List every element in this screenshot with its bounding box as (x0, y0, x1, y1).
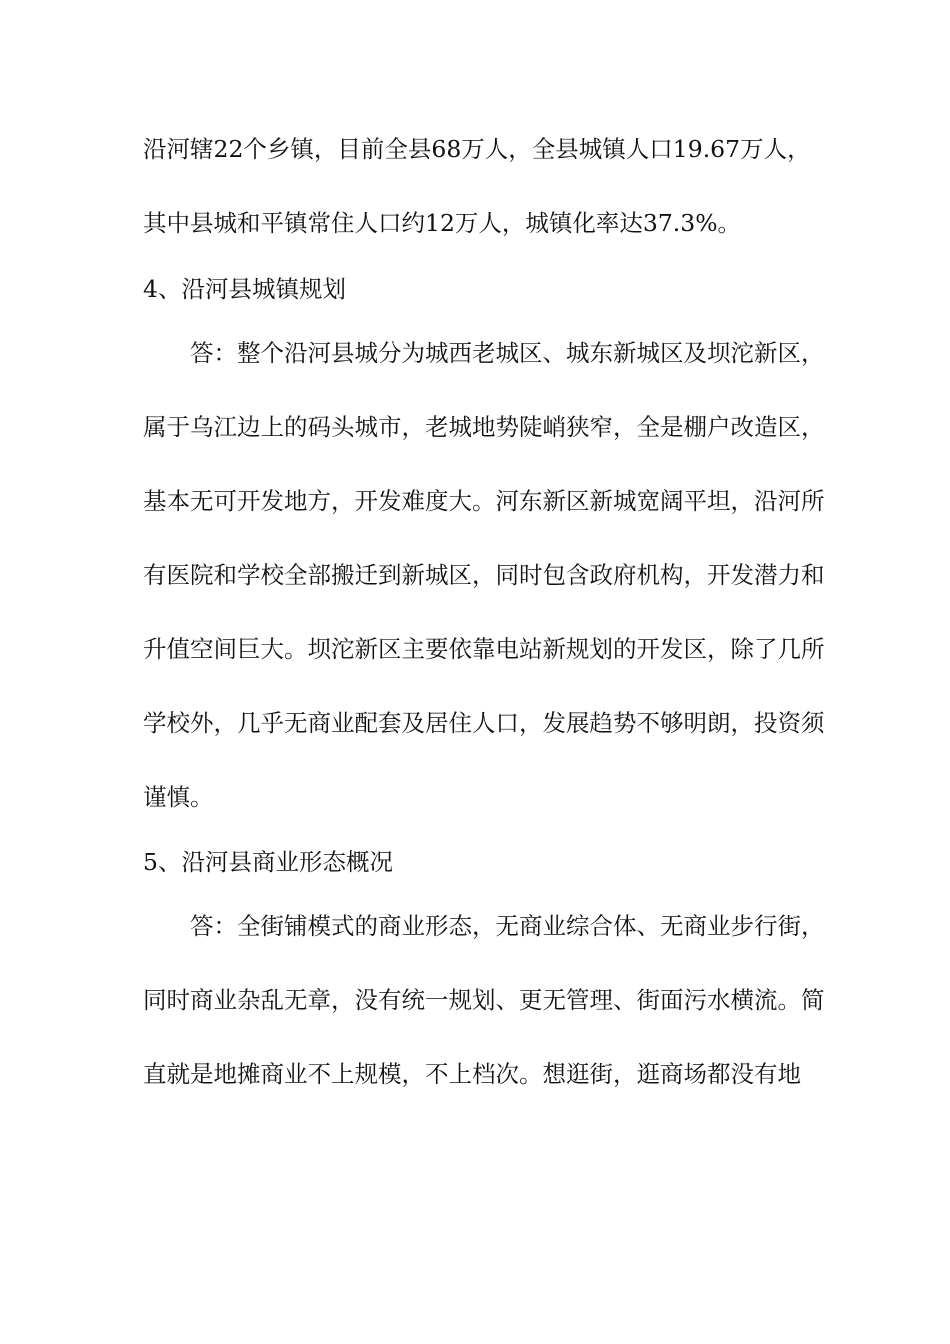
paragraph-line: 属于乌江边上的码头城市，老城地势陡峭狭窄，全是棚户改造区， (143, 413, 825, 441)
paragraph-line: 同时商业杂乱无章，没有统一规划、更无管理、街面污水横流。简 (143, 986, 825, 1014)
paragraph-line: 直就是地摊商业不上规模，不上档次。想逛街，逛商场都没有地 (143, 1060, 801, 1088)
section-heading: 5、沿河县商业形态概况 (143, 848, 393, 876)
section-heading: 4、沿河县城镇规划 (143, 275, 346, 303)
paragraph-line: 有医院和学校全部搬迁到新城区，同时包含政府机构，开发潜力和 (143, 561, 825, 589)
paragraph-line: 答：全街铺模式的商业形态，无商业综合体、无商业步行街， (190, 912, 825, 940)
paragraph-line: 沿河辖22个乡镇，目前全县68万人，全县城镇人口19.67万人， (143, 135, 811, 163)
paragraph-line: 基本无可开发地方，开发难度大。河东新区新城宽阔平坦，沿河所 (143, 487, 825, 515)
paragraph-line: 学校外，几乎无商业配套及居住人口，发展趋势不够明朗，投资须 (143, 709, 825, 737)
paragraph-line: 升值空间巨大。坝沱新区主要依靠电站新规划的开发区，除了几所 (143, 635, 825, 663)
paragraph-line: 其中县城和平镇常住人口约12万人，城镇化率达37.3%。 (143, 209, 742, 237)
paragraph-line: 谨慎。 (143, 783, 214, 811)
paragraph-line: 答：整个沿河县城分为城西老城区、城东新城区及坝沱新区， (190, 339, 825, 367)
